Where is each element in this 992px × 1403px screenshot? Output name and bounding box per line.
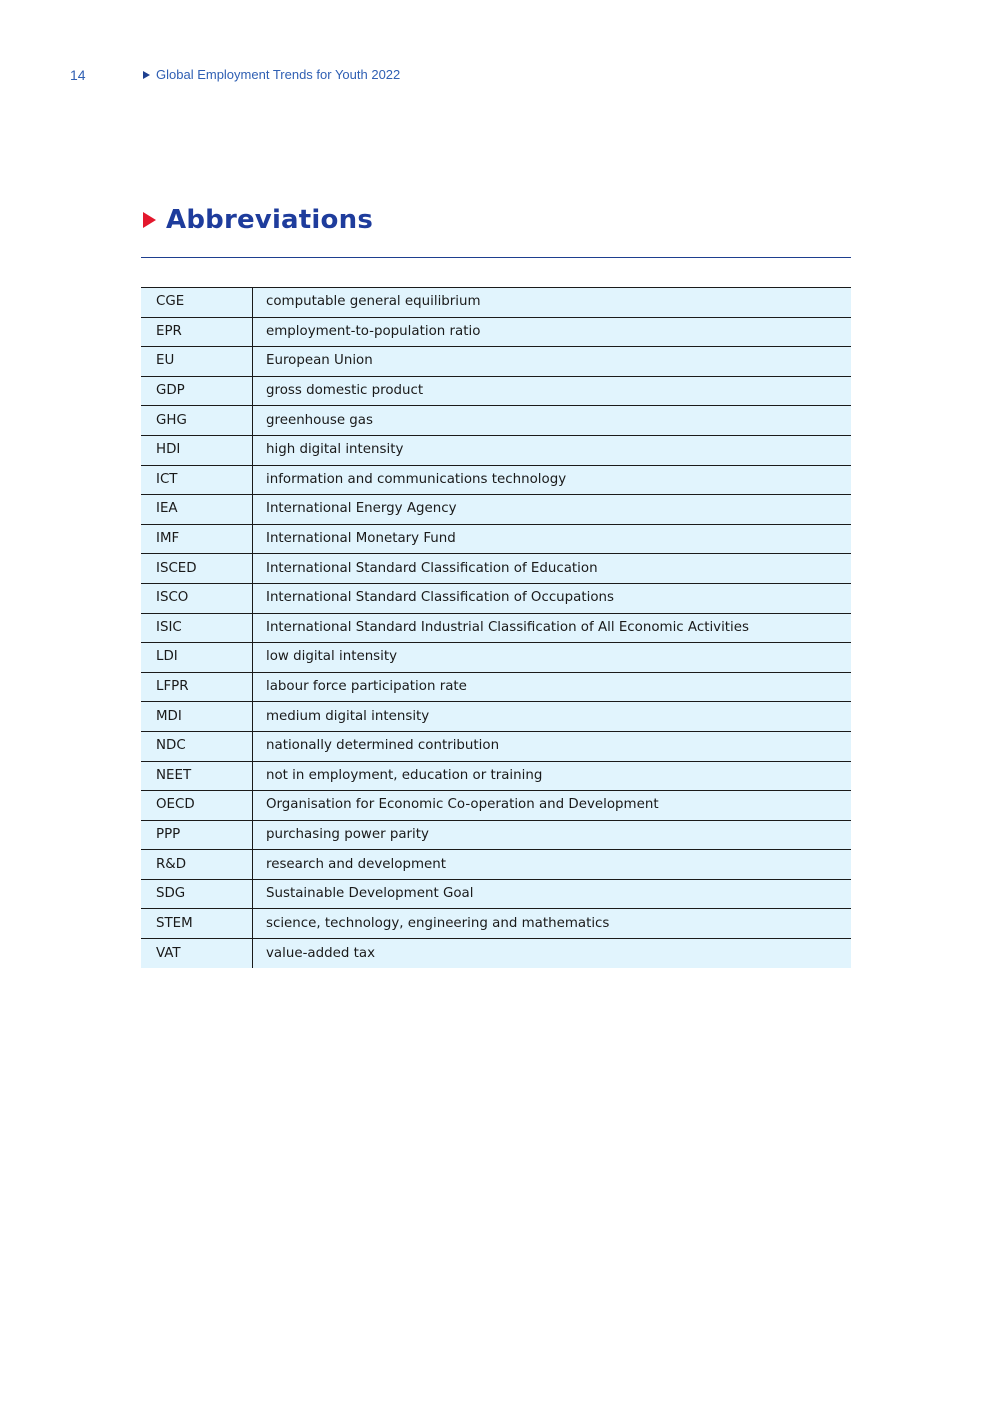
abbreviation-definition: high digital intensity — [253, 435, 852, 465]
table-row — [141, 761, 851, 791]
running-header — [143, 67, 400, 82]
abbreviation-definition: computable general equilibrium — [253, 288, 852, 318]
table-row — [141, 672, 851, 702]
abbreviation-code: HDI — [141, 435, 253, 465]
abbreviation-code: PPP — [141, 820, 253, 850]
abbreviation-code: CGE — [141, 288, 253, 318]
abbreviation-definition: International Energy Agency — [253, 495, 852, 525]
abbreviation-code: EU — [141, 347, 253, 377]
table-row — [141, 435, 851, 465]
abbreviation-definition: research and development — [253, 850, 852, 880]
abbreviation-definition: value-added tax — [253, 939, 852, 969]
abbreviation-code: MDI — [141, 702, 253, 732]
table-row — [141, 554, 851, 584]
red-triangle-icon — [143, 212, 156, 228]
abbreviation-code: OECD — [141, 791, 253, 821]
abbreviation-definition: European Union — [253, 347, 852, 377]
abbreviation-definition: low digital intensity — [253, 643, 852, 673]
table-row — [141, 524, 851, 554]
table-row — [141, 583, 851, 613]
table-row — [141, 702, 851, 732]
table-row — [141, 613, 851, 643]
abbreviation-code: LDI — [141, 643, 253, 673]
abbreviation-code: ISCED — [141, 554, 253, 584]
table-row — [141, 406, 851, 436]
abbreviation-definition: information and communications technology — [253, 465, 852, 495]
abbreviation-code: EPR — [141, 317, 253, 347]
table-row — [141, 376, 851, 406]
table-row — [141, 288, 851, 318]
abbreviation-code: STEM — [141, 909, 253, 939]
page-number: 14 — [70, 67, 86, 83]
abbreviation-definition: International Standard Industrial Classification of All Economic Activities — [253, 613, 852, 643]
running-title: Global Employment Trends for Youth 2022 — [156, 67, 401, 82]
table-row — [141, 495, 851, 525]
abbreviation-code: IMF — [141, 524, 253, 554]
abbreviation-definition: not in employment, education or training — [253, 761, 852, 791]
abbreviation-definition: gross domestic product — [253, 376, 852, 406]
table-row — [141, 643, 851, 673]
table-row — [141, 939, 851, 969]
table-row — [141, 317, 851, 347]
abbreviation-code: IEA — [141, 495, 253, 525]
table-row — [141, 347, 851, 377]
abbreviation-definition: labour force participation rate — [253, 672, 852, 702]
abbreviation-code: VAT — [141, 939, 253, 969]
table-row — [141, 820, 851, 850]
abbreviation-definition: International Standard Classification of Occupations — [253, 583, 852, 613]
abbreviation-code: NEET — [141, 761, 253, 791]
section-heading — [143, 205, 373, 235]
table-row — [141, 731, 851, 761]
abbreviation-code: ISIC — [141, 613, 253, 643]
table-row — [141, 879, 851, 909]
abbreviation-definition: greenhouse gas — [253, 406, 852, 436]
abbreviations-table — [141, 287, 851, 968]
abbreviation-code: NDC — [141, 731, 253, 761]
abbreviation-definition: medium digital intensity — [253, 702, 852, 732]
abbreviation-definition: International Monetary Fund — [253, 524, 852, 554]
abbreviation-definition: purchasing power parity — [253, 820, 852, 850]
triangle-bullet-icon — [143, 71, 150, 79]
table-row — [141, 791, 851, 821]
abbreviation-definition: science, technology, engineering and mathematics — [253, 909, 852, 939]
abbreviation-code: ISCO — [141, 583, 253, 613]
abbreviation-definition: International Standard Classification of Education — [253, 554, 852, 584]
abbreviation-definition: nationally determined contribution — [253, 731, 852, 761]
abbreviation-code: GHG — [141, 406, 253, 436]
abbreviation-definition: employment-to-population ratio — [253, 317, 852, 347]
table-row — [141, 909, 851, 939]
abbreviation-code: LFPR — [141, 672, 253, 702]
table-row — [141, 465, 851, 495]
table-row — [141, 850, 851, 880]
abbreviation-code: R&D — [141, 850, 253, 880]
abbreviation-code: GDP — [141, 376, 253, 406]
heading-divider — [141, 257, 851, 258]
abbreviation-code: ICT — [141, 465, 253, 495]
abbreviation-code: SDG — [141, 879, 253, 909]
abbreviation-definition: Sustainable Development Goal — [253, 879, 852, 909]
page-title: Abbreviations — [166, 205, 373, 235]
abbreviation-definition: Organisation for Economic Co-operation and Development — [253, 791, 852, 821]
